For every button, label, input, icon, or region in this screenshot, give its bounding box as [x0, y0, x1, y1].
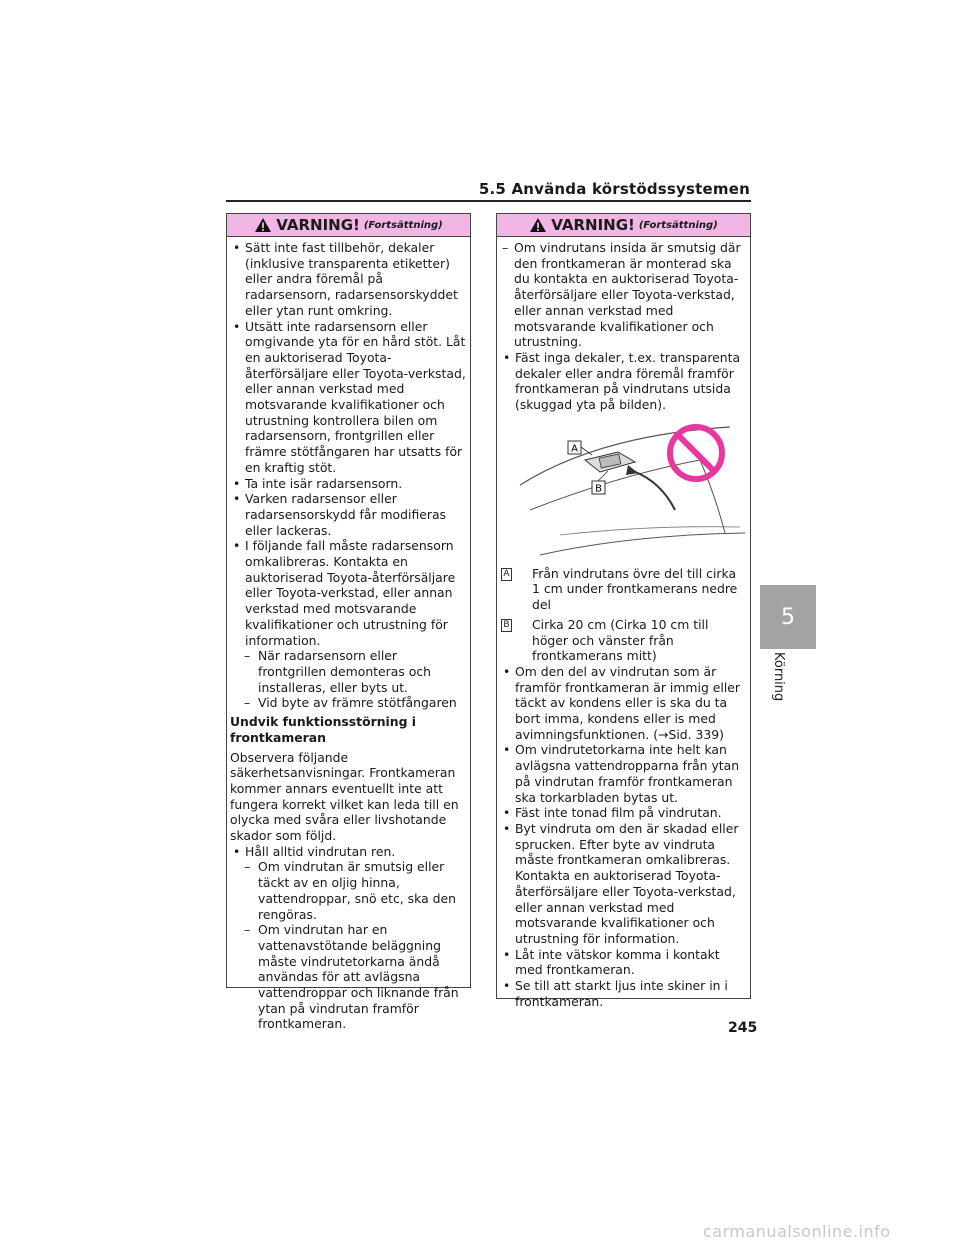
watermark: carmanualsonline.info: [703, 1222, 891, 1241]
list-item: – Vid byte av främre stötfångaren: [230, 695, 467, 711]
list-item: • Fäst inte tonad film på vindrutan.: [500, 805, 747, 821]
warning-subtitle: (Fortsättning): [363, 219, 443, 231]
page-number: 245: [728, 1020, 758, 1036]
list-item: • Om vindrutetorkarna inte helt kan avlägsna vattendropparna från ytan på vindrutan framför frontkameran ska torkarbladen bytas ut.: [500, 742, 747, 805]
svg-text:A: A: [571, 443, 578, 455]
figure-label-a: [568, 441, 581, 455]
list-item: • Se till att starkt ljus inte skiner in i frontkameran.: [500, 978, 747, 1009]
warning-title: VARNING!: [551, 216, 635, 234]
figure-legend-item: [500, 566, 747, 613]
warning-body-right: [497, 237, 750, 1009]
paragraph: Observera följande säkerhetsanvisningar. Frontkameran kommer annars eventuellt inte att fungera korrekt vilket kan leda till en olycka med svåra eller livshotande skador som följd.: [230, 749, 459, 844]
legend-tag: B: [501, 619, 512, 632]
warning-box-right: [496, 213, 751, 1009]
windshield-camera-illustration: [500, 415, 747, 560]
warning-triangle-icon: [529, 217, 547, 233]
legend-text: Cirka 20 cm (Cirka 10 cm till höger och vänster från frontkamerans mitt): [532, 616, 709, 664]
chapter-tab: [760, 585, 816, 649]
svg-text:B: B: [595, 483, 602, 495]
list-item: • Låt inte vätskor komma i kontakt med frontkameran.: [500, 947, 747, 978]
warning-triangle-icon: [254, 217, 272, 233]
list-item: – Om vindrutan har en vattenavstötande beläggning måste vindrutetorkarna ändå användas för att avlägsna vattendroppar och liknande från ytan på vindrutan framför frontkameran.: [230, 922, 467, 1032]
chapter-number: 5: [781, 604, 795, 630]
list-item: • Varken radarsensor eller radarsensorskydd får modifieras eller lackeras.: [230, 491, 467, 538]
list-item: • Fäst inga dekaler, t.ex. transparenta dekaler eller andra föremål framför frontkameran på vindrutans utsida (skuggad yta på bilden).: [500, 350, 747, 413]
warning-header: [227, 214, 470, 237]
list-item: • Ta inte isär radarsensorn.: [230, 476, 467, 492]
warning-body-left: [227, 237, 470, 1032]
list-item: – Om vindrutan är smutsig eller täckt av en oljig hinna, vattendroppar, snö etc, ska den rengöras.: [230, 859, 467, 922]
list-item: – När radarsensorn eller frontgrillen demonteras och installeras, eller byts ut.: [230, 648, 467, 695]
chapter-label: Körning: [771, 652, 786, 702]
legend-text: Från vindrutans övre del till cirka 1 cm under frontkamerans nedre del: [532, 565, 738, 613]
figure-legend-item: [500, 617, 747, 664]
list-item: • Om den del av vindrutan som är framför frontkameran är immig eller täckt av kondens eller is ska du ta bort imma, kondens eller is med avimningsfunktionen. (→Sid. 339): [500, 664, 747, 743]
warning-box-left: [226, 213, 471, 1032]
list-item: • Utsätt inte radarsensorn eller omgivande yta för en hård stöt. Låt en auktoriserad Toyota-återförsäljare eller Toyota-verkstad, eller annan verkstad med motsvarande kvalifikationer och utrustning kontrollera bilen om radarsensorn, frontgrillen eller främre stötfångaren har utsatts för en kraftig stöt.: [230, 319, 467, 476]
header-divider: [226, 200, 751, 202]
list-item: – Om vindrutans insida är smutsig där den frontkameran är monterad ska du kontakta en auktoriserad Toyota-återförsäljare eller Toyota-verkstad, eller annan verkstad med motsvarande kvalifikationer och utrustning.: [500, 240, 747, 350]
list-item: • I följande fall måste radarsensorn omkalibreras. Kontakta en auktoriserad Toyota-återförsäljare eller Toyota-verkstad, eller annan verkstad med motsvarande kvalifikationer och utrustning för information.: [230, 538, 467, 648]
legend-tag: A: [501, 568, 512, 581]
list-item: • Håll alltid vindrutan ren.: [230, 844, 467, 860]
list-item: • Byt vindruta om den är skadad eller sprucken. Efter byte av vindruta måste frontkameran omkalibreras. Kontakta en auktoriserad Toyota-återförsäljare eller Toyota-verkstad, eller annan verkstad med motsvarande kvalifikationer och utrustning för information.: [500, 821, 747, 947]
section-heading: Undvik funktionsstörning i frontkameran: [230, 714, 417, 745]
warning-header: [497, 214, 750, 237]
figure-label-b: [592, 481, 605, 495]
warning-subtitle: (Fortsättning): [638, 219, 718, 231]
warning-title: VARNING!: [276, 216, 360, 234]
list-item: • Sätt inte fast tillbehör, dekaler (inklusive transparenta etiketter) eller andra föremål på radarsensorn, radarsensorskyddet eller ytan runt omkring.: [230, 240, 467, 319]
section-title: 5.5 Använda körstödssystemen: [478, 180, 750, 198]
